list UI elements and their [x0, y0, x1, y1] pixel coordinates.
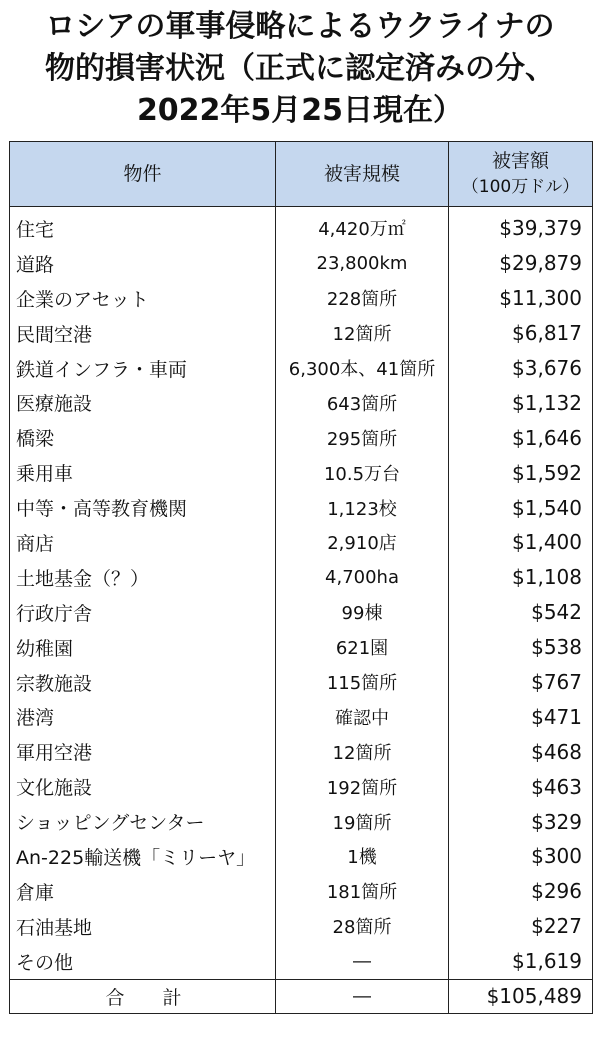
row-scale: 192箇所 [276, 769, 449, 804]
row-item: 行政庁舎 [10, 595, 276, 630]
damage-table [9, 141, 593, 1014]
row-item: 倉庫 [10, 874, 276, 909]
table-row [10, 630, 593, 665]
row-item: 道路 [10, 246, 276, 281]
row-scale: 1,123校 [276, 490, 449, 525]
row-amount: $1,400 [449, 525, 593, 560]
row-item: 軍用空港 [10, 734, 276, 769]
table-row [10, 909, 593, 944]
row-scale: 228箇所 [276, 281, 449, 316]
page-title [0, 0, 600, 132]
table-row [10, 839, 593, 874]
total-label: 合 計 [10, 979, 276, 1013]
title-line-3: 2022年5月25日現在） [136, 93, 464, 128]
row-item: 幼稚園 [10, 630, 276, 665]
row-item: 鉄道インフラ・車両 [10, 351, 276, 386]
table-row [10, 316, 593, 351]
row-amount: $39,379 [449, 207, 593, 246]
row-amount: $1,619 [449, 944, 593, 979]
table-row [10, 874, 593, 909]
row-item: 乗用車 [10, 455, 276, 490]
table-row [10, 804, 593, 839]
row-amount: $1,592 [449, 455, 593, 490]
row-amount: $468 [449, 734, 593, 769]
row-amount: $538 [449, 630, 593, 665]
row-amount: $767 [449, 665, 593, 700]
row-amount: $329 [449, 804, 593, 839]
row-scale: 確認中 [276, 699, 449, 734]
total-scale: ― [276, 979, 449, 1013]
row-amount: $300 [449, 839, 593, 874]
table-row [10, 525, 593, 560]
row-item: その他 [10, 944, 276, 979]
total-row [10, 979, 593, 1013]
table-row [10, 281, 593, 316]
row-scale: 23,800km [276, 246, 449, 281]
table-row [10, 490, 593, 525]
row-item: ショッピングセンター [10, 804, 276, 839]
table-row [10, 420, 593, 455]
table-row [10, 944, 593, 979]
row-item: 医療施設 [10, 385, 276, 420]
table-header-row [10, 142, 593, 207]
table-row [10, 560, 593, 595]
row-scale: 115箇所 [276, 665, 449, 700]
row-amount: $1,540 [449, 490, 593, 525]
row-item: 住宅 [10, 207, 276, 246]
row-amount: $3,676 [449, 351, 593, 386]
row-item: 文化施設 [10, 769, 276, 804]
header-amount [449, 142, 593, 207]
row-amount: $1,646 [449, 420, 593, 455]
row-scale: ― [276, 944, 449, 979]
row-scale: 181箇所 [276, 874, 449, 909]
row-item: 民間空港 [10, 316, 276, 351]
row-scale: 99棟 [276, 595, 449, 630]
table-row [10, 385, 593, 420]
total-amount: $105,489 [449, 979, 593, 1013]
row-item: 宗教施設 [10, 665, 276, 700]
row-amount: $11,300 [449, 281, 593, 316]
row-amount: $542 [449, 595, 593, 630]
table-row [10, 699, 593, 734]
row-scale: 28箇所 [276, 909, 449, 944]
table-row [10, 665, 593, 700]
row-item: An-225輸送機「ミリーヤ」 [10, 839, 276, 874]
row-scale: 12箇所 [276, 316, 449, 351]
row-amount: $6,817 [449, 316, 593, 351]
header-amount-unit: （100万ドル） [461, 177, 580, 197]
row-scale: 621園 [276, 630, 449, 665]
row-scale: 12箇所 [276, 734, 449, 769]
row-amount: $1,132 [449, 385, 593, 420]
row-item: 石油基地 [10, 909, 276, 944]
row-item: 商店 [10, 525, 276, 560]
row-scale: 6,300本、41箇所 [276, 351, 449, 386]
row-scale: 4,700ha [276, 560, 449, 595]
row-scale: 295箇所 [276, 420, 449, 455]
row-scale: 4,420万㎡ [276, 207, 449, 246]
row-amount: $296 [449, 874, 593, 909]
row-scale: 2,910店 [276, 525, 449, 560]
table-row [10, 595, 593, 630]
header-scale: 被害規模 [276, 142, 449, 207]
table-row [10, 769, 593, 804]
title-line-2: 物的損害状況（正式に認定済みの分、 [45, 51, 555, 86]
table-row [10, 246, 593, 281]
row-amount: $227 [449, 909, 593, 944]
row-amount: $463 [449, 769, 593, 804]
row-scale: 643箇所 [276, 385, 449, 420]
table-row [10, 455, 593, 490]
table-body [10, 207, 593, 980]
row-scale: 1機 [276, 839, 449, 874]
header-item: 物件 [10, 142, 276, 207]
row-item: 土地基金（？） [10, 560, 276, 595]
title-line-1: ロシアの軍事侵略によるウクライナの [45, 9, 555, 44]
row-item: 中等・高等教育機関 [10, 490, 276, 525]
row-amount: $29,879 [449, 246, 593, 281]
table-row [10, 351, 593, 386]
row-scale: 19箇所 [276, 804, 449, 839]
table-row [10, 207, 593, 246]
row-scale: 10.5万台 [276, 455, 449, 490]
row-item: 港湾 [10, 699, 276, 734]
row-amount: $1,108 [449, 560, 593, 595]
table-row [10, 734, 593, 769]
header-amount-label: 被害額 [491, 150, 549, 172]
row-amount: $471 [449, 699, 593, 734]
row-item: 橋梁 [10, 420, 276, 455]
row-item: 企業のアセット [10, 281, 276, 316]
